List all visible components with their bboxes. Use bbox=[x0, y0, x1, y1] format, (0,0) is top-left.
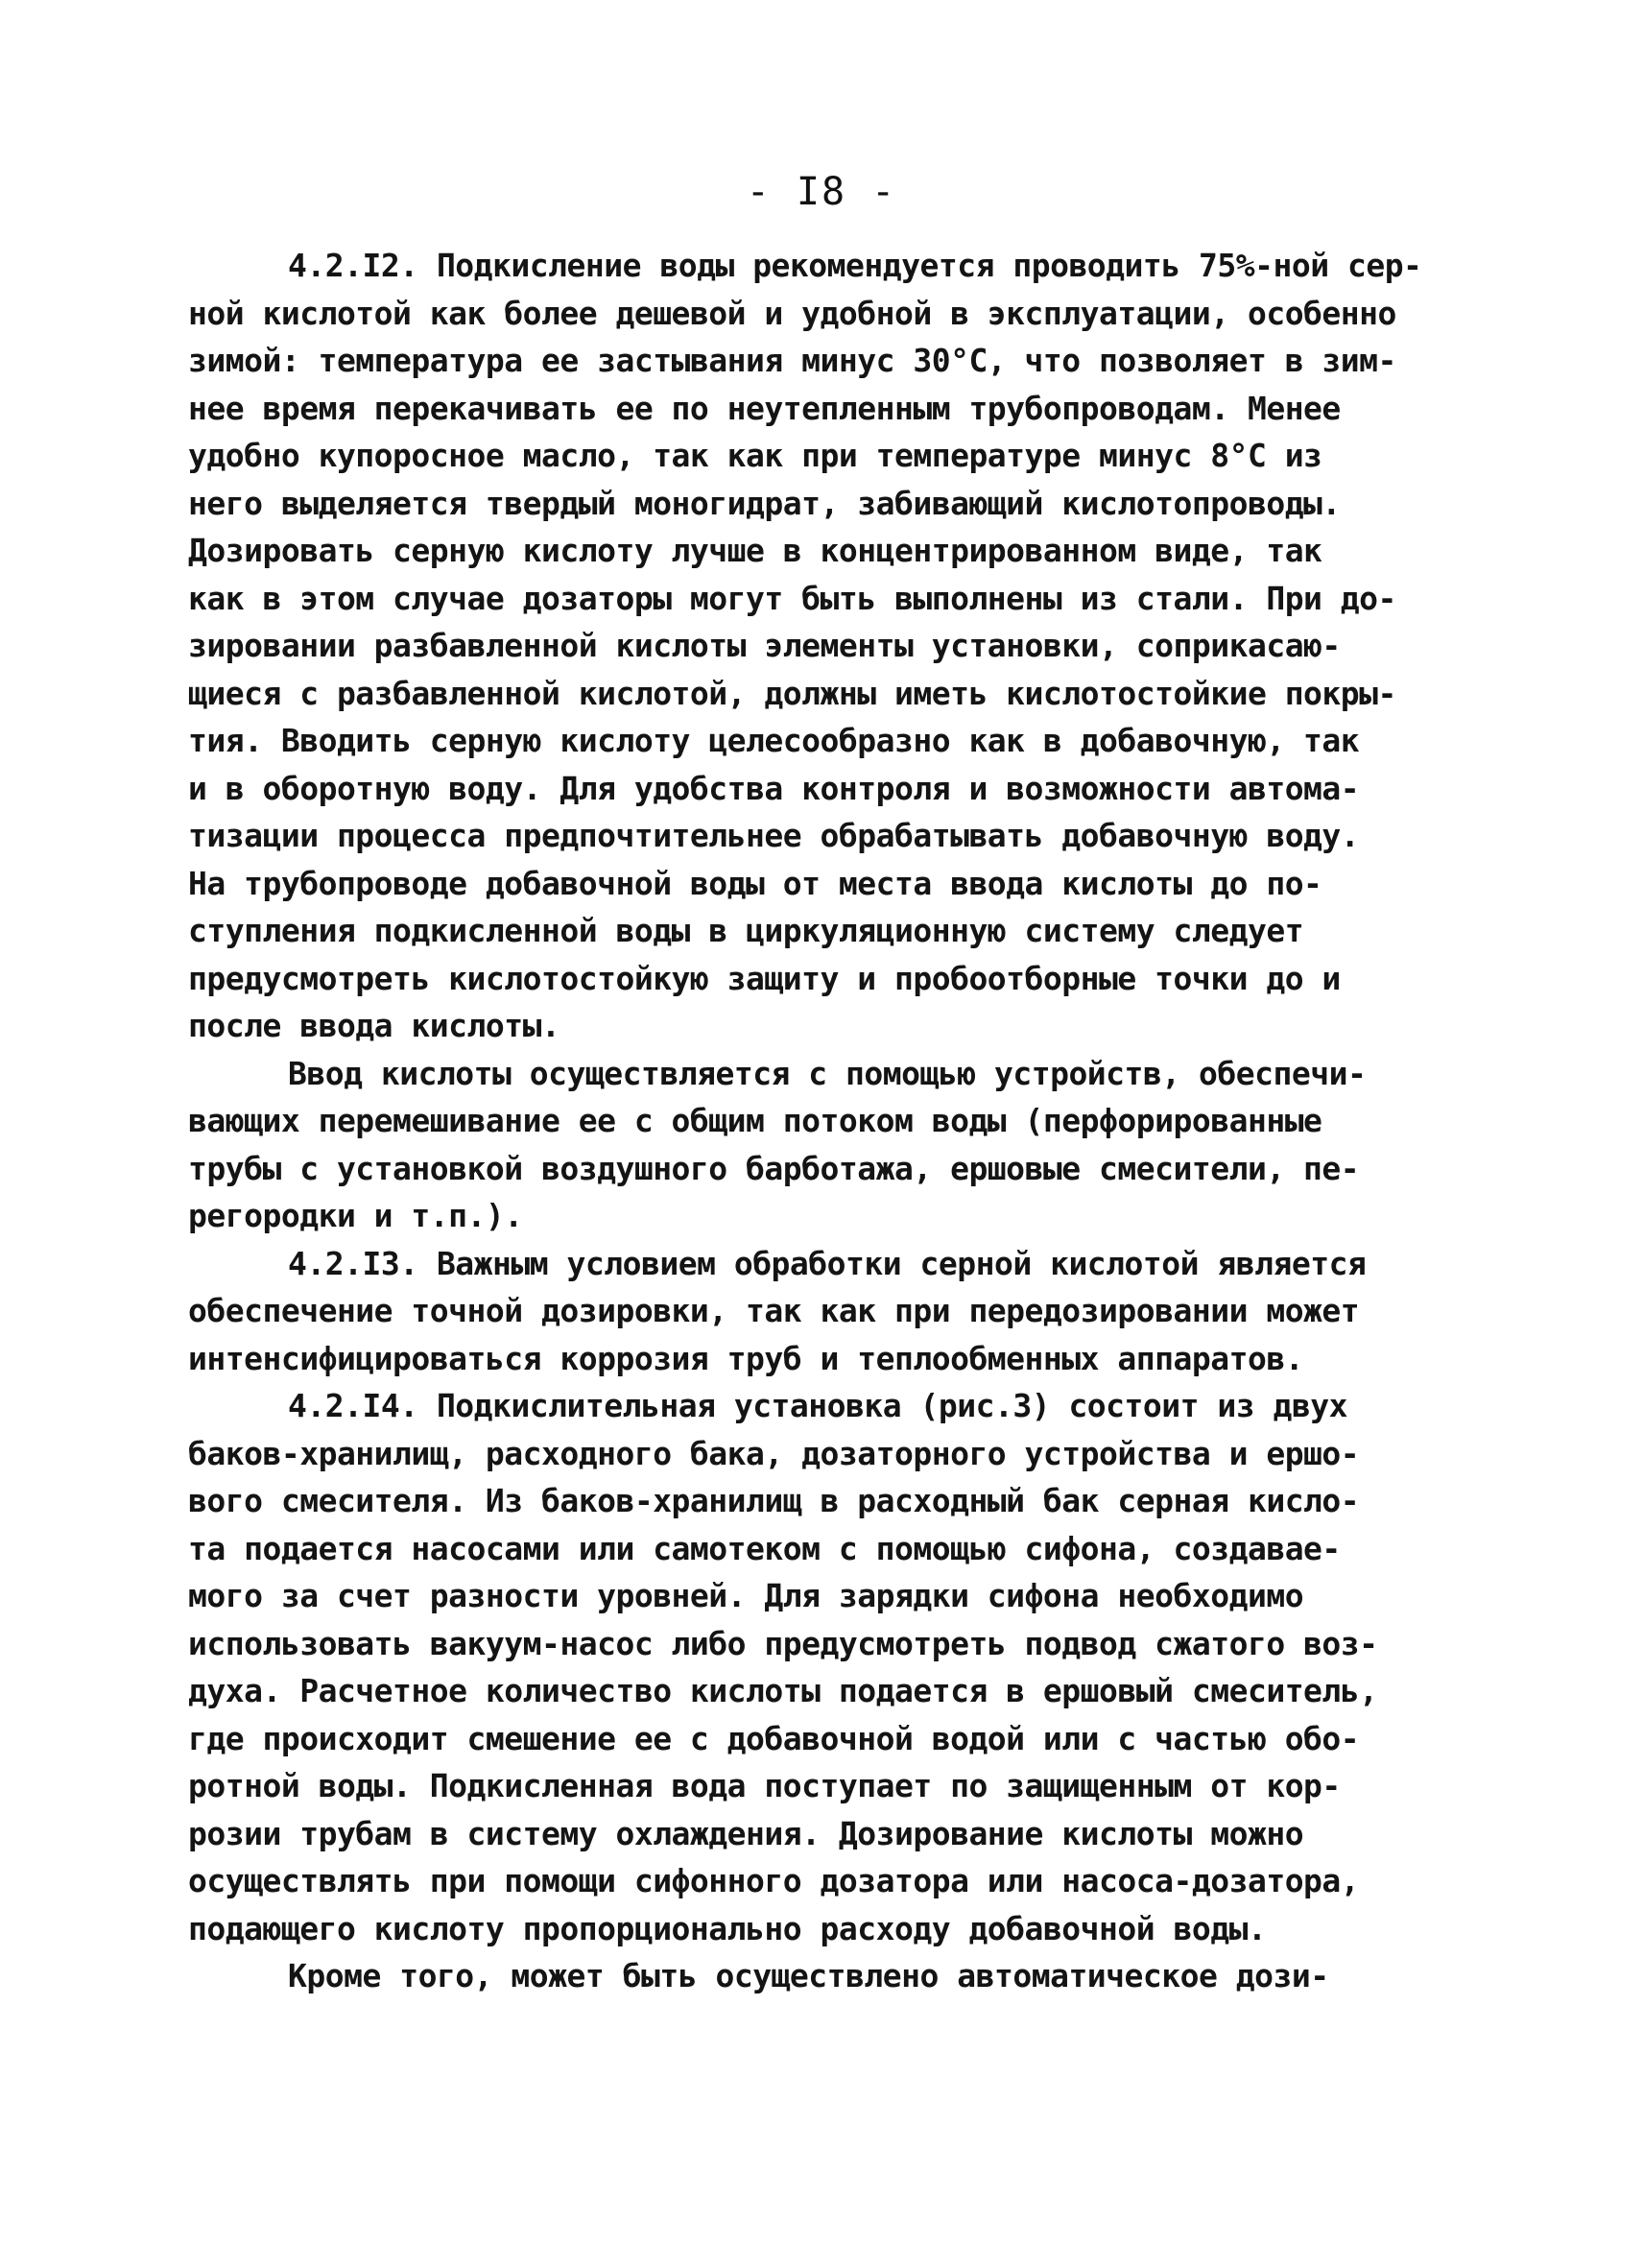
body-text bbox=[188, 242, 1464, 2000]
text-line: ротной воды. Подкисленная вода поступает по защищенным от кор- bbox=[188, 1767, 1341, 1804]
text-line: Дозировать серную кислоту лучше в концентрированном виде, так bbox=[188, 532, 1322, 569]
text-line: вого смесителя. Из баков-хранилищ в расходный бак серная кисло- bbox=[188, 1482, 1360, 1519]
text-line: где происходит смешение ее с добавочной водой или с частью обо- bbox=[188, 1719, 1360, 1757]
text-line: нее время перекачивать ее по неутепленным трубопроводам. Менее bbox=[188, 389, 1341, 427]
text-line: регородки и т.п.). bbox=[188, 1197, 523, 1234]
text-line: зимой: температура ее застывания минус 30°С, что позволяет в зим- bbox=[188, 342, 1396, 379]
text-line: розии трубам в систему охлаждения. Дозирование кислоты можно bbox=[188, 1814, 1304, 1852]
text-line: Ввод кислоты осуществляется с помощью устройств, обеспечи- bbox=[288, 1054, 1367, 1092]
text-line: как в этом случае дозаторы могут быть выполнены из стали. При до- bbox=[188, 579, 1396, 617]
text-line: зировании разбавленной кислоты элементы установки, соприкасаю- bbox=[188, 627, 1341, 664]
text-line: 4.2.I4. Подкислительная установка (рис.3) состоит из двух bbox=[288, 1387, 1347, 1424]
text-line: удобно купоросное масло, так как при температуре минус 8°С из bbox=[188, 437, 1322, 474]
text-line: та подается насосами или самотеком с помощью сифона, создавае- bbox=[188, 1529, 1341, 1567]
text-line: ступления подкисленной воды в циркуляционную систему следует bbox=[188, 912, 1304, 949]
text-line: Кроме того, может быть осуществлено автоматическое дози- bbox=[288, 1957, 1329, 1994]
text-line: использовать вакуум-насос либо предусмотреть подвод сжатого воз- bbox=[188, 1624, 1378, 1662]
page-number: - I8 - bbox=[746, 170, 897, 214]
text-line: предусмотреть кислотостойкую защиту и пробоотборные точки до и bbox=[188, 959, 1341, 997]
text-line: 4.2.I3. Важным условием обработки серной кислотой является bbox=[288, 1244, 1367, 1282]
text-line: мого за счет разности уровней. Для зарядки сифона необходимо bbox=[188, 1577, 1304, 1614]
text-line: осуществлять при помощи сифонного дозатора или насоса-дозатора, bbox=[188, 1862, 1360, 1899]
text-line: и в оборотную воду. Для удобства контроля и возможности автома- bbox=[188, 769, 1360, 807]
text-line: интенсифицироваться коррозия труб и теплообменных аппаратов. bbox=[188, 1339, 1304, 1377]
text-line: обеспечение точной дозировки, так как при передозировании может bbox=[188, 1292, 1360, 1329]
text-line: баков-хранилищ, расходного бака, дозаторного устройства и ершо- bbox=[188, 1434, 1360, 1472]
text-line: тия. Вводить серную кислоту целесообразно как в добавочную, так bbox=[188, 722, 1360, 759]
text-line: ной кислотой как более дешевой и удобной в эксплуатации, особенно bbox=[188, 294, 1396, 332]
text-line: после ввода кислоты. bbox=[188, 1007, 560, 1044]
text-line: тизации процесса предпочтительнее обрабатывать добавочную воду. bbox=[188, 817, 1360, 854]
text-line: него выделяется твердый моногидрат, забивающий кислотопроводы. bbox=[188, 484, 1341, 522]
text-line: На трубопроводе добавочной воды от места ввода кислоты до по- bbox=[188, 864, 1322, 902]
text-line: вающих перемешивание ее с общим потоком воды (перфорированные bbox=[188, 1102, 1322, 1139]
text-line: подающего кислоту пропорционально расходу добавочной воды. bbox=[188, 1909, 1267, 1947]
text-line: щиеся с разбавленной кислотой, должны иметь кислотостойкие покры- bbox=[188, 674, 1396, 712]
text-line: духа. Расчетное количество кислоты подается в ершовый смеситель, bbox=[188, 1672, 1378, 1709]
text-line: трубы с установкой воздушного барботажа, ершовые смесители, пе- bbox=[188, 1149, 1360, 1187]
text-line: 4.2.I2. Подкисление воды рекомендуется проводить 75%-ной сер- bbox=[288, 247, 1422, 284]
